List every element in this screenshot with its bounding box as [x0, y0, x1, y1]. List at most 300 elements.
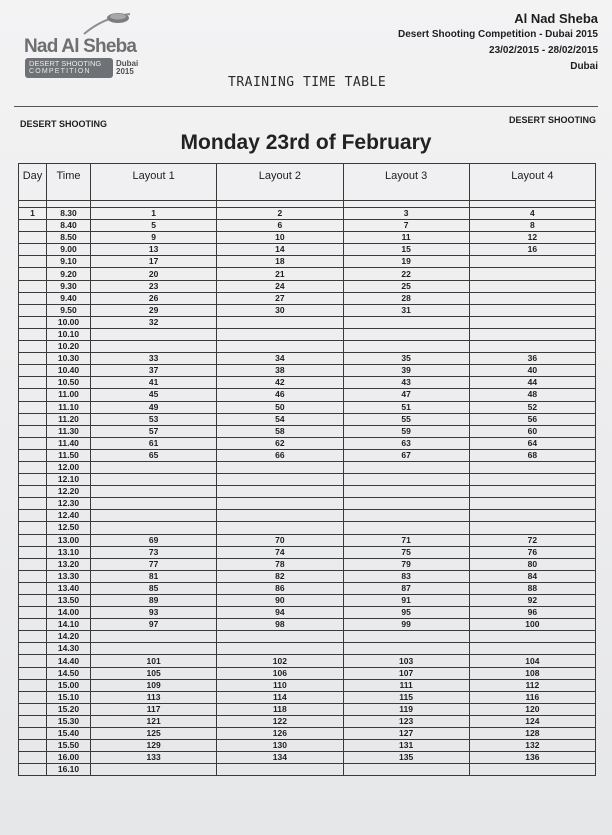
table-row — [19, 316, 596, 328]
column-header-time: Time — [47, 164, 91, 201]
table-row — [19, 607, 596, 619]
cell-layout-4: 56 — [469, 413, 595, 425]
cell-layout-3 — [343, 474, 469, 486]
cell-day — [19, 268, 47, 280]
cell-day — [19, 764, 47, 776]
table-row — [19, 510, 596, 522]
cell-layout-1: 125 — [91, 728, 217, 740]
cell-layout-3: 111 — [343, 679, 469, 691]
cell-layout-2 — [217, 316, 343, 328]
cell-time: 8.50 — [47, 232, 91, 244]
cell-layout-3 — [343, 461, 469, 473]
cell-layout-2: 27 — [217, 292, 343, 304]
table-row — [19, 244, 596, 256]
cell-layout-4: 64 — [469, 437, 595, 449]
cell-time: 14.40 — [47, 655, 91, 667]
cell-layout-4: 132 — [469, 740, 595, 752]
cell-layout-1 — [91, 522, 217, 534]
cell-layout-3: 15 — [343, 244, 469, 256]
cell-layout-4: 84 — [469, 570, 595, 582]
cell-layout-3: 47 — [343, 389, 469, 401]
discipline-label-left: DESERT SHOOTING — [20, 119, 108, 129]
cell-day — [19, 607, 47, 619]
cell-layout-1: 121 — [91, 715, 217, 727]
cell-layout-4 — [469, 328, 595, 340]
cell-layout-1: 109 — [91, 679, 217, 691]
cell-layout-4: 60 — [469, 425, 595, 437]
cell-day — [19, 546, 47, 558]
table-row — [19, 522, 596, 534]
table-row — [19, 474, 596, 486]
table-row — [19, 328, 596, 340]
cell-layout-3: 28 — [343, 292, 469, 304]
cell-layout-1 — [91, 328, 217, 340]
column-header-day: Day — [19, 164, 47, 201]
cell-layout-1 — [91, 474, 217, 486]
cell-layout-2: 10 — [217, 232, 343, 244]
table-row — [19, 486, 596, 498]
cell-day — [19, 595, 47, 607]
logo-badge-year: 2015 — [116, 67, 134, 76]
cell-layout-4 — [469, 643, 595, 655]
training-timetable — [18, 163, 596, 776]
cell-layout-2: 38 — [217, 365, 343, 377]
cell-time: 15.50 — [47, 740, 91, 752]
table-row — [19, 764, 596, 776]
cell-layout-3: 19 — [343, 256, 469, 268]
cell-layout-3: 115 — [343, 691, 469, 703]
cell-layout-2: 134 — [217, 752, 343, 764]
cell-time: 9.10 — [47, 256, 91, 268]
cell-layout-2: 90 — [217, 595, 343, 607]
cell-layout-4 — [469, 316, 595, 328]
cell-layout-2: 21 — [217, 268, 343, 280]
cell-day — [19, 292, 47, 304]
table-row — [19, 353, 596, 365]
cell-layout-4: 52 — [469, 401, 595, 413]
cell-day — [19, 570, 47, 582]
cell-layout-4: 136 — [469, 752, 595, 764]
competition-name: Desert Shooting Competition - Dubai 2015 — [397, 29, 598, 40]
table-row — [19, 691, 596, 703]
cell-day — [19, 316, 47, 328]
cell-layout-1: 23 — [91, 280, 217, 292]
cell-layout-4: 36 — [469, 353, 595, 365]
cell-layout-4: 116 — [469, 691, 595, 703]
cell-layout-4: 72 — [469, 534, 595, 546]
cell-layout-3: 59 — [343, 425, 469, 437]
timetable-title: TRAINING TIME TABLE — [228, 75, 387, 90]
cell-layout-1: 37 — [91, 365, 217, 377]
cell-layout-1: 9 — [91, 232, 217, 244]
cell-time: 10.20 — [47, 341, 91, 353]
cell-time: 11.50 — [47, 449, 91, 461]
cell-time: 12.20 — [47, 486, 91, 498]
cell-day — [19, 703, 47, 715]
cell-layout-3: 51 — [343, 401, 469, 413]
cell-time: 10.50 — [47, 377, 91, 389]
cell-layout-1: 20 — [91, 268, 217, 280]
cell-layout-1 — [91, 643, 217, 655]
table-row — [19, 413, 596, 425]
header-divider — [14, 106, 598, 107]
cell-layout-4: 104 — [469, 655, 595, 667]
cell-time: 14.30 — [47, 643, 91, 655]
cell-layout-3: 95 — [343, 607, 469, 619]
cell-layout-2: 30 — [217, 304, 343, 316]
cell-day — [19, 437, 47, 449]
cell-layout-4: 128 — [469, 728, 595, 740]
cell-time: 10.40 — [47, 365, 91, 377]
table-row — [19, 558, 596, 570]
cell-time: 11.00 — [47, 389, 91, 401]
cell-time: 15.00 — [47, 679, 91, 691]
cell-time: 10.30 — [47, 353, 91, 365]
cell-layout-1: 69 — [91, 534, 217, 546]
table-row — [19, 280, 596, 292]
cell-time: 12.10 — [47, 474, 91, 486]
cell-layout-3: 131 — [343, 740, 469, 752]
cell-layout-1: 77 — [91, 558, 217, 570]
cell-layout-4: 76 — [469, 546, 595, 558]
cell-layout-1: 101 — [91, 655, 217, 667]
cell-layout-2: 6 — [217, 220, 343, 232]
cell-day — [19, 534, 47, 546]
cell-layout-1: 61 — [91, 437, 217, 449]
table-row — [19, 679, 596, 691]
cell-layout-2 — [217, 341, 343, 353]
cell-layout-2: 34 — [217, 353, 343, 365]
cell-layout-3: 11 — [343, 232, 469, 244]
column-header-layout-2: Layout 2 — [217, 164, 343, 201]
cell-layout-4: 44 — [469, 377, 595, 389]
cell-day — [19, 752, 47, 764]
cell-layout-3: 3 — [343, 208, 469, 220]
cell-layout-2: 58 — [217, 425, 343, 437]
cell-layout-1: 65 — [91, 449, 217, 461]
cell-layout-4: 92 — [469, 595, 595, 607]
cell-layout-1 — [91, 486, 217, 498]
cell-layout-3 — [343, 764, 469, 776]
cell-layout-3: 22 — [343, 268, 469, 280]
cell-layout-1 — [91, 631, 217, 643]
cell-layout-1: 81 — [91, 570, 217, 582]
table-spacer-cell — [19, 201, 47, 208]
cell-time: 9.00 — [47, 244, 91, 256]
cell-layout-3: 103 — [343, 655, 469, 667]
cell-layout-2: 50 — [217, 401, 343, 413]
cell-day — [19, 280, 47, 292]
logo-badge — [25, 58, 113, 78]
cell-layout-1: 32 — [91, 316, 217, 328]
table-row — [19, 728, 596, 740]
table-spacer-cell — [47, 201, 91, 208]
cell-layout-2: 86 — [217, 582, 343, 594]
logo-wordmark: Nad Al Sheba — [24, 36, 137, 57]
cell-day — [19, 582, 47, 594]
cell-day — [19, 740, 47, 752]
cell-layout-2 — [217, 486, 343, 498]
cell-time: 14.00 — [47, 607, 91, 619]
cell-layout-1 — [91, 764, 217, 776]
cell-day — [19, 256, 47, 268]
cell-layout-2 — [217, 328, 343, 340]
cell-layout-2: 24 — [217, 280, 343, 292]
table-row — [19, 425, 596, 437]
cell-layout-4 — [469, 268, 595, 280]
cell-layout-3: 79 — [343, 558, 469, 570]
cell-day — [19, 365, 47, 377]
table-row — [19, 304, 596, 316]
cell-layout-1: 33 — [91, 353, 217, 365]
cell-layout-4 — [469, 764, 595, 776]
table-row — [19, 631, 596, 643]
cell-time: 13.50 — [47, 595, 91, 607]
cell-layout-4: 80 — [469, 558, 595, 570]
cell-layout-1: 97 — [91, 619, 217, 631]
cell-layout-2: 130 — [217, 740, 343, 752]
cell-time: 13.20 — [47, 558, 91, 570]
cell-layout-3 — [343, 341, 469, 353]
cell-time: 13.30 — [47, 570, 91, 582]
cell-layout-2: 126 — [217, 728, 343, 740]
cell-day — [19, 643, 47, 655]
cell-layout-2: 122 — [217, 715, 343, 727]
cell-layout-3: 75 — [343, 546, 469, 558]
cell-layout-4: 88 — [469, 582, 595, 594]
cell-layout-1: 17 — [91, 256, 217, 268]
cell-layout-2 — [217, 474, 343, 486]
cell-day — [19, 619, 47, 631]
table-row — [19, 268, 596, 280]
cell-layout-3: 31 — [343, 304, 469, 316]
cell-layout-2 — [217, 498, 343, 510]
cell-time: 12.30 — [47, 498, 91, 510]
cell-day — [19, 341, 47, 353]
cell-layout-3: 135 — [343, 752, 469, 764]
cell-day — [19, 220, 47, 232]
cell-layout-1: 89 — [91, 595, 217, 607]
table-row — [19, 292, 596, 304]
table-row — [19, 667, 596, 679]
cell-layout-4 — [469, 631, 595, 643]
cell-layout-1: 5 — [91, 220, 217, 232]
cell-layout-4 — [469, 522, 595, 534]
table-row — [19, 401, 596, 413]
cell-layout-3: 55 — [343, 413, 469, 425]
cell-day — [19, 425, 47, 437]
cell-day — [19, 304, 47, 316]
cell-layout-3: 71 — [343, 534, 469, 546]
logo-badge-city: Dubai — [116, 59, 139, 68]
cell-layout-3: 91 — [343, 595, 469, 607]
cell-layout-3: 67 — [343, 449, 469, 461]
cell-layout-2: 102 — [217, 655, 343, 667]
cell-day — [19, 558, 47, 570]
cell-layout-4: 120 — [469, 703, 595, 715]
cell-layout-2: 42 — [217, 377, 343, 389]
table-row — [19, 534, 596, 546]
cell-layout-4: 108 — [469, 667, 595, 679]
cell-layout-1: 45 — [91, 389, 217, 401]
cell-day — [19, 691, 47, 703]
table-row — [19, 655, 596, 667]
cell-layout-2 — [217, 522, 343, 534]
cell-layout-4: 4 — [469, 208, 595, 220]
cell-layout-4: 112 — [469, 679, 595, 691]
cell-layout-1: 29 — [91, 304, 217, 316]
cell-layout-4: 68 — [469, 449, 595, 461]
cell-time: 13.40 — [47, 582, 91, 594]
cell-layout-4: 40 — [469, 365, 595, 377]
table-spacer-cell — [343, 201, 469, 208]
table-row — [19, 449, 596, 461]
cell-day — [19, 510, 47, 522]
cell-time: 9.30 — [47, 280, 91, 292]
table-row — [19, 461, 596, 473]
cell-day — [19, 328, 47, 340]
cell-layout-3: 63 — [343, 437, 469, 449]
cell-day — [19, 377, 47, 389]
table-row — [19, 498, 596, 510]
cell-layout-4 — [469, 341, 595, 353]
cell-layout-4 — [469, 486, 595, 498]
cell-day: 1 — [19, 208, 47, 220]
cell-day — [19, 461, 47, 473]
cell-day — [19, 244, 47, 256]
cell-time: 14.20 — [47, 631, 91, 643]
cell-layout-4 — [469, 304, 595, 316]
cell-time: 9.40 — [47, 292, 91, 304]
cell-layout-2: 114 — [217, 691, 343, 703]
clay-target-icon — [80, 8, 132, 38]
cell-layout-1: 1 — [91, 208, 217, 220]
cell-layout-2 — [217, 510, 343, 522]
cell-layout-1: 49 — [91, 401, 217, 413]
cell-layout-3 — [343, 631, 469, 643]
table-row — [19, 752, 596, 764]
table-header-row — [19, 164, 596, 201]
cell-time: 12.40 — [47, 510, 91, 522]
cell-layout-2: 94 — [217, 607, 343, 619]
cell-day — [19, 631, 47, 643]
cell-layout-3: 123 — [343, 715, 469, 727]
event-dates: 23/02/2015 - 28/02/2015 — [489, 45, 598, 56]
cell-layout-2: 74 — [217, 546, 343, 558]
cell-layout-1: 85 — [91, 582, 217, 594]
table-row — [19, 365, 596, 377]
cell-layout-2 — [217, 764, 343, 776]
cell-layout-2: 70 — [217, 534, 343, 546]
cell-layout-2: 118 — [217, 703, 343, 715]
cell-layout-4: 48 — [469, 389, 595, 401]
discipline-label-right: DESERT SHOOTING — [508, 115, 596, 125]
cell-layout-2: 110 — [217, 679, 343, 691]
cell-layout-3: 83 — [343, 570, 469, 582]
cell-layout-4: 12 — [469, 232, 595, 244]
cell-day — [19, 232, 47, 244]
logo-badge-line1: DESERT SHOOTING — [29, 59, 102, 68]
cell-time: 9.50 — [47, 304, 91, 316]
cell-layout-4: 124 — [469, 715, 595, 727]
cell-day — [19, 486, 47, 498]
cell-day — [19, 353, 47, 365]
cell-time: 10.10 — [47, 328, 91, 340]
cell-layout-2 — [217, 643, 343, 655]
cell-day — [19, 389, 47, 401]
day-title: Monday 23rd of February — [180, 131, 432, 154]
column-header-layout-3: Layout 3 — [343, 164, 469, 201]
cell-time: 12.00 — [47, 461, 91, 473]
cell-day — [19, 655, 47, 667]
column-header-layout-1: Layout 1 — [91, 164, 217, 201]
table-row — [19, 208, 596, 220]
cell-layout-3: 99 — [343, 619, 469, 631]
cell-layout-1: 93 — [91, 607, 217, 619]
cell-time: 8.30 — [47, 208, 91, 220]
table-row — [19, 715, 596, 727]
cell-layout-3: 119 — [343, 703, 469, 715]
cell-layout-1 — [91, 498, 217, 510]
cell-layout-4 — [469, 498, 595, 510]
cell-time: 11.10 — [47, 401, 91, 413]
cell-time: 15.20 — [47, 703, 91, 715]
cell-time: 14.10 — [47, 619, 91, 631]
table-row — [19, 740, 596, 752]
cell-layout-1: 53 — [91, 413, 217, 425]
table-row — [19, 377, 596, 389]
table-row — [19, 437, 596, 449]
cell-layout-4 — [469, 280, 595, 292]
cell-layout-3: 43 — [343, 377, 469, 389]
cell-layout-1: 105 — [91, 667, 217, 679]
cell-layout-2: 78 — [217, 558, 343, 570]
cell-time: 13.00 — [47, 534, 91, 546]
cell-time: 13.10 — [47, 546, 91, 558]
cell-layout-3: 35 — [343, 353, 469, 365]
table-spacer-cell — [217, 201, 343, 208]
table-spacer-row — [19, 201, 596, 208]
cell-time: 11.40 — [47, 437, 91, 449]
cell-day — [19, 498, 47, 510]
cell-layout-4 — [469, 256, 595, 268]
cell-layout-2: 106 — [217, 667, 343, 679]
cell-layout-2: 18 — [217, 256, 343, 268]
table-spacer-cell — [91, 201, 217, 208]
cell-layout-2: 2 — [217, 208, 343, 220]
cell-layout-3: 107 — [343, 667, 469, 679]
cell-time: 16.00 — [47, 752, 91, 764]
table-row — [19, 220, 596, 232]
column-header-layout-4: Layout 4 — [469, 164, 595, 201]
cell-layout-1: 57 — [91, 425, 217, 437]
cell-layout-2: 62 — [217, 437, 343, 449]
cell-layout-3 — [343, 316, 469, 328]
cell-time: 12.50 — [47, 522, 91, 534]
cell-layout-1: 129 — [91, 740, 217, 752]
cell-layout-3: 25 — [343, 280, 469, 292]
cell-layout-4 — [469, 461, 595, 473]
table-row — [19, 546, 596, 558]
cell-time: 9.20 — [47, 268, 91, 280]
cell-layout-2: 66 — [217, 449, 343, 461]
event-header — [398, 10, 598, 75]
cell-layout-1: 41 — [91, 377, 217, 389]
cell-day — [19, 522, 47, 534]
cell-layout-3 — [343, 498, 469, 510]
table-row — [19, 232, 596, 244]
cell-layout-4: 16 — [469, 244, 595, 256]
